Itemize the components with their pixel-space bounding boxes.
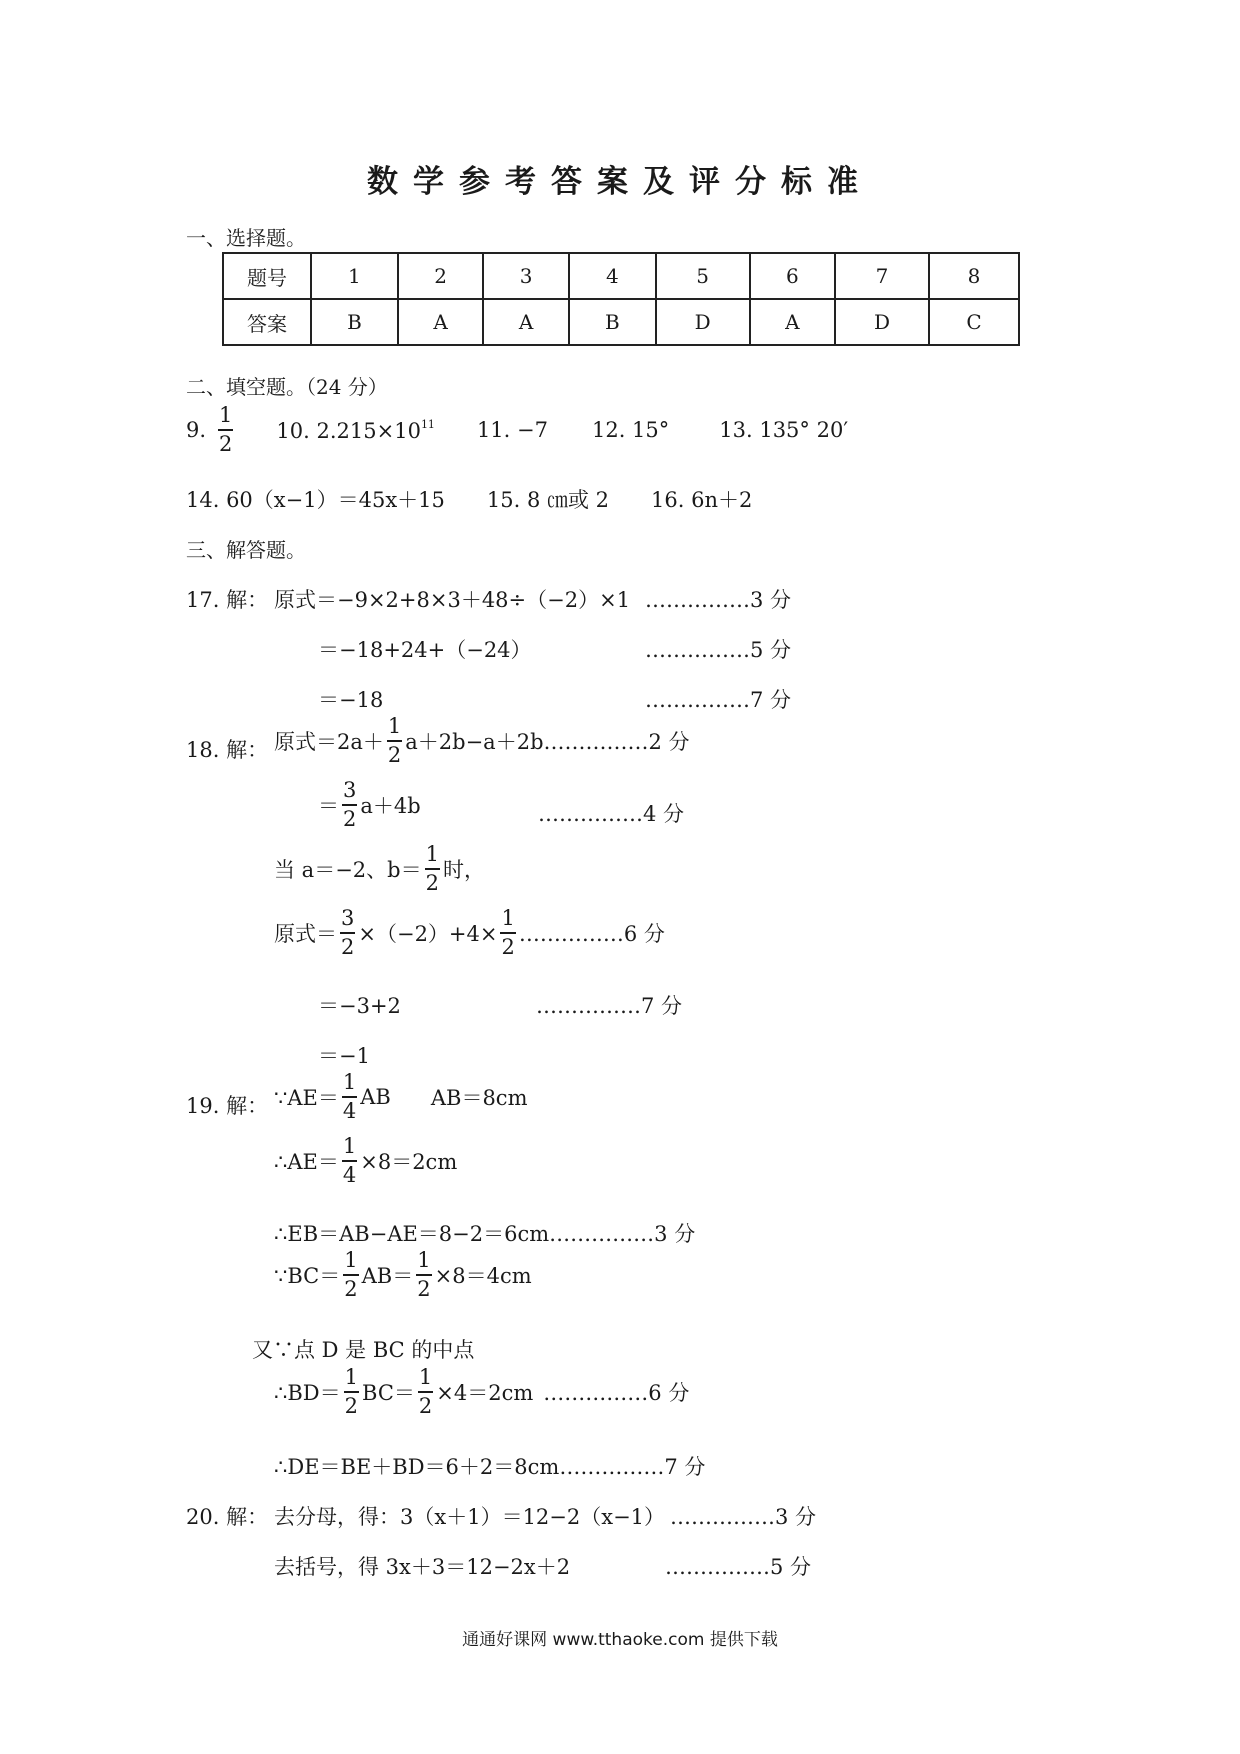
fraction: $\frac{1}{2}$ [417, 1248, 431, 1301]
fraction: $\frac{1}{4}$ [342, 1134, 357, 1187]
q19-line6: ∴BD＝ $\frac{1}{2}$ BC＝ $\frac{1}{2}$ ×4＝2cm ……………6 分 [274, 1365, 690, 1418]
answer-cell: D [656, 299, 750, 345]
q20-line2: 去括号，得 3x＋3＝12−2x＋2 [274, 1555, 571, 1579]
table-row [223, 253, 1019, 299]
fill-row-9-13 [186, 405, 848, 455]
question-number-cell: 7 [835, 253, 929, 299]
q18-line1 [274, 716, 690, 766]
question-number-cell: 2 [398, 253, 484, 299]
table-header-label: 题号 [223, 253, 311, 299]
q19-line7: ∴DE＝BE＋BD＝6＋2＝8cm ……………7 分 [274, 1451, 705, 1481]
q18-score5: ……………7 分 [536, 994, 683, 1018]
q19-line5: 又∵点 D 是 BC 的中点 [252, 1338, 475, 1362]
q20-score2: ……………5 分 [665, 1555, 812, 1579]
q9-label: 9. [186, 418, 207, 442]
q17-label: 17. 解： [186, 588, 269, 612]
answer-cell: B [569, 299, 656, 345]
section-choice-heading: 一、选择题。 [186, 226, 306, 250]
fraction: $\frac{3}{2}$ [341, 906, 355, 959]
question-number-cell: 5 [656, 253, 750, 299]
answer-cell: D [835, 299, 929, 345]
q13-answer: 13. 135° 20′ [719, 418, 849, 442]
denominator: 2 [219, 432, 233, 456]
q18-line5: ＝−3+2 [318, 994, 401, 1018]
q17-score2: ……………5 分 [645, 638, 792, 662]
q17-line3: ＝−18 [318, 688, 384, 712]
section-fill-heading: 二、填空题。（24 分） [186, 375, 388, 399]
q18-line4: 原式＝ $\frac{3}{2}$ ×（−2）+4× $\frac{1}{2}$ ……………6 分 [274, 906, 665, 959]
q18-line2: ＝ $\frac{3}{2}$ a＋4b [318, 778, 421, 831]
answer-cell: C [929, 299, 1019, 345]
question-number-cell: 6 [750, 253, 836, 299]
q17-score3: ……………7 分 [645, 688, 792, 712]
q19-line2: ∴AE＝ $\frac{1}{4}$ ×8＝2cm [274, 1134, 458, 1187]
section-solve-heading: 三、解答题。 [186, 538, 306, 562]
answer-cell: B [311, 299, 398, 345]
q11-answer: 11. −7 [476, 418, 548, 442]
footer-credit: 通通好课网 www.tthaoke.com 提供下载 [462, 1630, 778, 1650]
q19-score3: ……………3 分 [549, 1222, 696, 1246]
fraction [218, 405, 233, 455]
q16-answer: 16. 6n＋2 [651, 488, 753, 512]
q19-score6: ……………6 分 [543, 1381, 690, 1405]
numerator: 1 [218, 405, 233, 431]
answer-cell: A [750, 299, 836, 345]
table-row [223, 299, 1019, 345]
question-number-cell: 8 [929, 253, 1019, 299]
q18-line3: 当 a＝−2、b＝ $\frac{1}{2}$ 时， [274, 842, 485, 895]
fill-row-14-16 [186, 484, 752, 514]
question-number-cell: 4 [569, 253, 656, 299]
q20-line1: 去分母，得：3（x＋1）＝12−2（x−1） [274, 1505, 666, 1529]
answer-cell: A [398, 299, 484, 345]
question-number-cell: 3 [483, 253, 569, 299]
q17-line1: 原式＝−9×2+8×3＋48÷（−2）×1 [274, 588, 631, 612]
q18-score2: ……………4 分 [538, 802, 685, 826]
fraction: $\frac{1}{2}$ [418, 1365, 433, 1418]
q19-line3: ∴EB＝AB−AE＝8−2＝6cm ……………3 分 [274, 1218, 695, 1248]
fraction: $\frac{1}{2}$ [425, 842, 439, 895]
page-title: 数学参考答案及评分标准 [367, 164, 873, 200]
fraction: $\frac{3}{2}$ [343, 778, 357, 831]
q18-label: 18. 解： [186, 738, 269, 762]
fraction: $\frac{1}{2}$ [501, 906, 515, 959]
table-answer-label: 答案 [223, 299, 311, 345]
q18-line1-text: 原式＝2a＋ [274, 730, 384, 754]
q20-label: 20. 解： [186, 1505, 269, 1529]
answer-table [222, 252, 1020, 346]
q18-line1-text: a＋2b−a＋2b [405, 730, 544, 754]
q10-answer: 10. $2.215\times 10^{11}$ [276, 417, 435, 443]
fraction: $\frac{1}{4}$ [342, 1070, 357, 1123]
fraction: $\frac{1}{2}$ [344, 1248, 358, 1301]
q20-score1: ……………3 分 [670, 1505, 817, 1529]
q17-score1: ……………3 分 [645, 588, 792, 612]
q18-line6: ＝−1 [318, 1044, 370, 1068]
q17-line2: ＝−18+24+（−24） [318, 638, 532, 662]
q19-score7: ……………7 分 [559, 1455, 706, 1479]
q18-score4: ……………6 分 [518, 922, 665, 946]
q12-answer: 12. 15° [591, 418, 670, 442]
q18-score1: ……………2 分 [543, 730, 690, 754]
q19-line4: ∵BC＝ $\frac{1}{2}$ AB＝ $\frac{1}{2}$ ×8＝4cm [274, 1248, 532, 1301]
answer-cell: A [483, 299, 569, 345]
q14-answer: 14. 60（x−1）＝45x＋15 [186, 488, 445, 512]
q19-label: 19. 解： [186, 1094, 269, 1118]
fraction: $\frac{1}{2}$ [387, 714, 402, 767]
q19-line1: ∵AE＝ $\frac{1}{4}$ AB AB＝8cm [274, 1070, 528, 1123]
question-number-cell: 1 [311, 253, 398, 299]
fraction: $\frac{1}{2}$ [344, 1365, 359, 1418]
q15-answer: 15. 8 ㎝或 2 [486, 488, 610, 512]
